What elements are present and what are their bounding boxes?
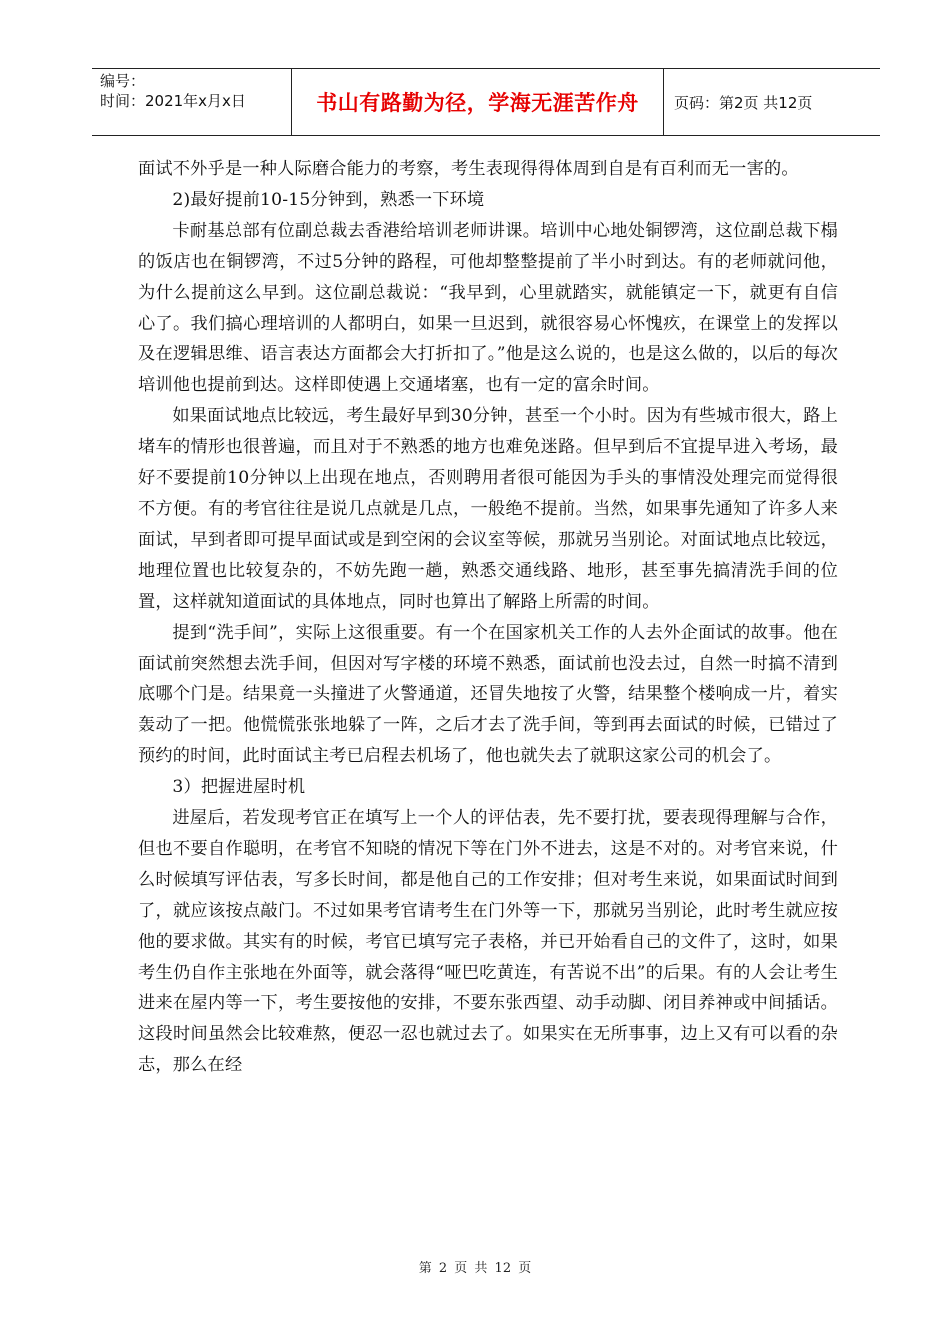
- header-page-number: 页码：第2页 共12页: [674, 93, 813, 112]
- page-footer: 第 2 页 共 12 页: [418, 1261, 532, 1276]
- body-paragraph: 面试不外乎是一种人际磨合能力的考察，考生表现得得体周到自是有百利而无一害的。: [138, 159, 799, 179]
- section-heading: 2)最好提前10-15分钟到，熟悉一下环境: [172, 189, 485, 210]
- document-code-label: 编号：: [100, 72, 146, 90]
- body-paragraph: 进屋后，若发现考官正在填写上一个人的评估表，先不要打扰，要表现得理解与合作，但也不要自作聪明，在考官不知晓的情况下等在门外不进去，这是不对的。对考官来说，什么时候填写评估表，写多长时间，都是他自己的工作安排；但对考生来说，如果面试时间到了，就应该按点敲门。不过如果考官请考生在门外等一下，那就另当别论，此时考生就应按他的要求做。其实有的时候，考官已填写完子表格，并已开始看自己的文件了，这时，如果考生仍自作主张地在外面等，就会落得“哑巴吃黄连，有苦说不出”的后果。有的人会让考生进来在屋内等一下，考生要按他的安排，不要东张西望、动手动脚、闭目养神或中间插话。这段时间虽然会比较难熬，便忍一忍也就过去了。如果实在无所事事，边上又有可以看的杂志，那么在经: [138, 808, 838, 1076]
- section-heading: 3）把握进屋时机: [172, 777, 306, 798]
- header-motto: 书山有路勤为径，学海无涯苦作舟: [292, 69, 664, 135]
- body-paragraph: 如果面试地点比较远，考生最好早到30分钟，甚至一个小时。因为有些城市很大，路上堵车的情形也很普遍，而且对于不熟悉的地方也难免迷路。但早到后不宜提早进入考场，最好不要提前10分钟以上出现在地点，否则聘用者很可能因为手头的事情没处理完而觉得很不方便。有的考官往往是说几点就是几点，一般绝不提前。当然，如果事先通知了许多人来面试，早到者即可提早面试或是到空闲的会议室等候，那就另当别论。对面试地点比较远，地理位置也比较复杂的，不妨先跑一趟，熟悉交通线路、地形，甚至事先搞清洗手间的位置，这样就知道面试的具体地点，同时也算出了解路上所需的时间。: [138, 406, 839, 612]
- document-time-label: 时间：2021年x月x日: [100, 92, 246, 110]
- body-paragraph: 提到“洗手间”，实际上这很重要。有一个在国家机关工作的人去外企面试的故事。他在面试前突然想去洗手间，但因对写字楼的环境不熟悉，面试前也没去过，自然一时搞不清到底哪个门是。结果竟一头撞进了火警通道，还冒失地按了火警，结果整个楼响成一片，着实轰动了一把。他慌慌张张地躲了一阵，之后才去了洗手间，等到再去面试的时候，已错过了预约的时间，此时面试主考已启程去机场了，他也就失去了就职这家公司的机会了。: [138, 622, 838, 767]
- document-body: [138, 154, 838, 1081]
- page-header: [92, 68, 880, 136]
- body-paragraph: 卡耐基总部有位副总裁去香港给培训老师讲课。培训中心地处铜锣湾，这位副总裁下榻的饭店也在铜锣湾，不过5分钟的路程，可他却整整提前了半小时到达。有的老师就问他，为什么提前这么早到。这位副总裁说：“我早到，心里就踏实，就能镇定一下，就更有自信心了。我们搞心理培训的人都明白，如果一旦迟到，就很容易心怀愧疚，在课堂上的发挥以及在逻辑思维、语言表达方面都会大打折扣了。”他是这么说的，也是这么做的，以后的每次培训他也提前到达。这样即使遇上交通堵塞，也有一定的富余时间。: [138, 220, 838, 396]
- header-meta: [92, 69, 292, 135]
